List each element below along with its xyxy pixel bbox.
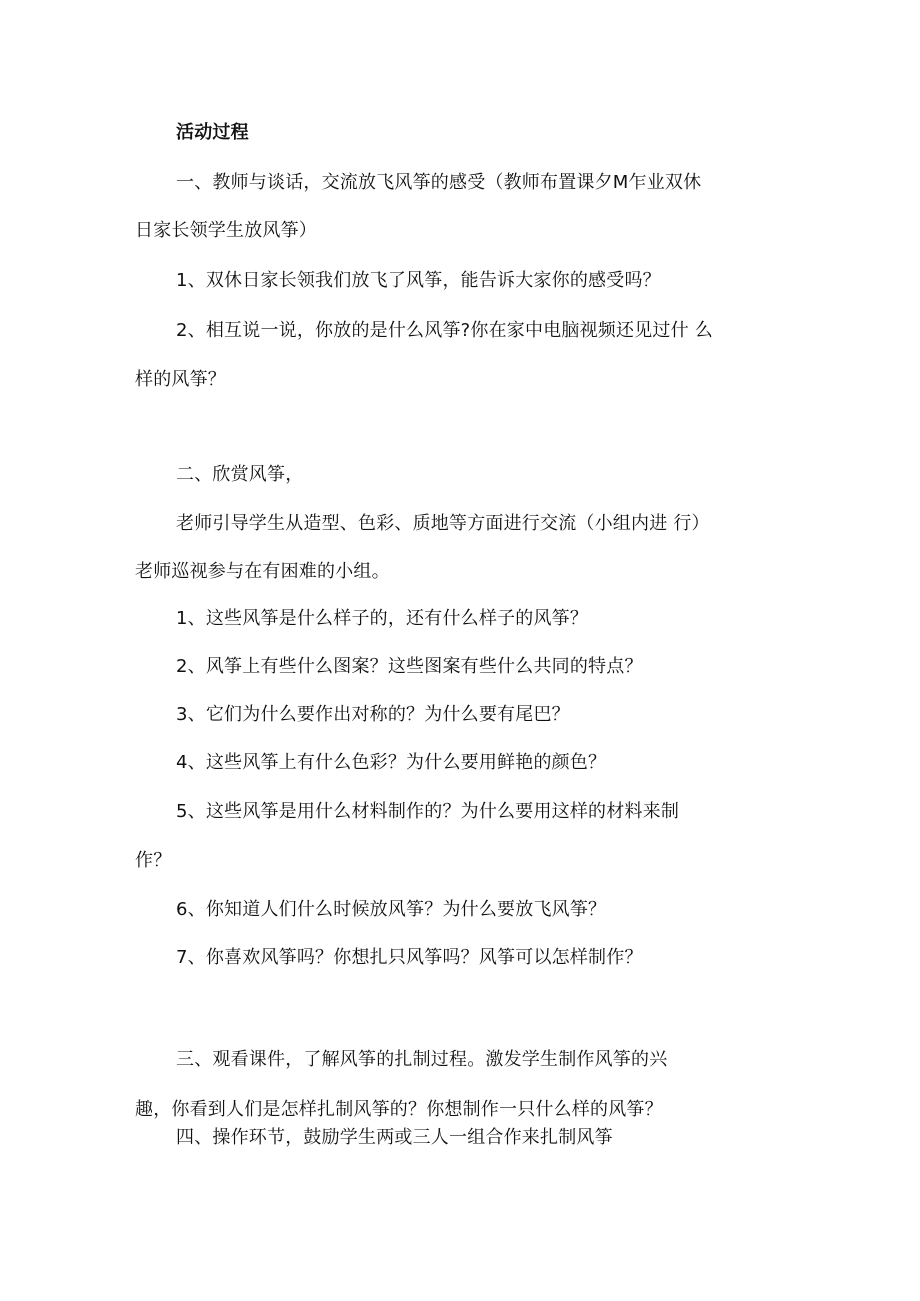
section1-question2-line1: 2、相互说一说，你放的是什么风筝?你在家中电脑视频还见过什 么 <box>176 320 713 341</box>
section1-question2-line2: 样的风筝？ <box>135 369 226 390</box>
section3-line2: 趣，你看到人们是怎样扎制风筝的？你想制作一只什么样的风筝？ <box>135 1099 663 1120</box>
section2-intro-line1: 老师引导学生从造型、色彩、质地等方面进行交流（小组内进 行） <box>176 513 710 534</box>
section1-question1: 1、双休日家长领我们放飞了风筝，能告诉大家你的感受吗？ <box>176 270 661 291</box>
section2-question4: 4、这些风筝上有什么色彩？为什么要用鲜艳的颜色？ <box>176 752 607 773</box>
document-heading: 活动过程 <box>176 122 249 143</box>
section3-line1: 三、观看课件，了解风筝的扎制过程。激发学生制作风筝的兴 <box>176 1049 668 1070</box>
section2-heading: 二、欣赏风筝， <box>176 464 304 485</box>
section2-question3: 3、它们为什么要作出对称的？为什么要有尾巴？ <box>176 704 570 725</box>
section4-line1: 四、操作环节，鼓励学生两或三人一组合作来扎制风筝 <box>176 1127 613 1148</box>
section2-question7: 7、你喜欢风筝吗？你想扎只风筝吗？风筝可以怎样制作？ <box>176 947 643 968</box>
section1-line1: 一、教师与谈话，交流放飞风筝的感受（教师布置课夕M乍业双休 <box>176 172 702 193</box>
section2-question5-line2: 作？ <box>135 850 172 871</box>
section2-question5-line1: 5、这些风筝是用什么材料制作的？为什么要用这样的材料来制 <box>176 801 680 822</box>
section2-question6: 6、你知道人们什么时候放风筝？为什么要放飞风筝？ <box>176 899 607 920</box>
section2-question1: 1、这些风筝是什么样子的，还有什么样子的风筝？ <box>176 608 589 629</box>
section1-line2: 日家长领学生放风筝） <box>135 220 317 241</box>
section2-question2: 2、风筝上有些什么图案？这些图案有些什么共同的特点？ <box>176 656 643 677</box>
section2-intro-line2: 老师巡视参与在有困难的小组。 <box>135 561 390 582</box>
